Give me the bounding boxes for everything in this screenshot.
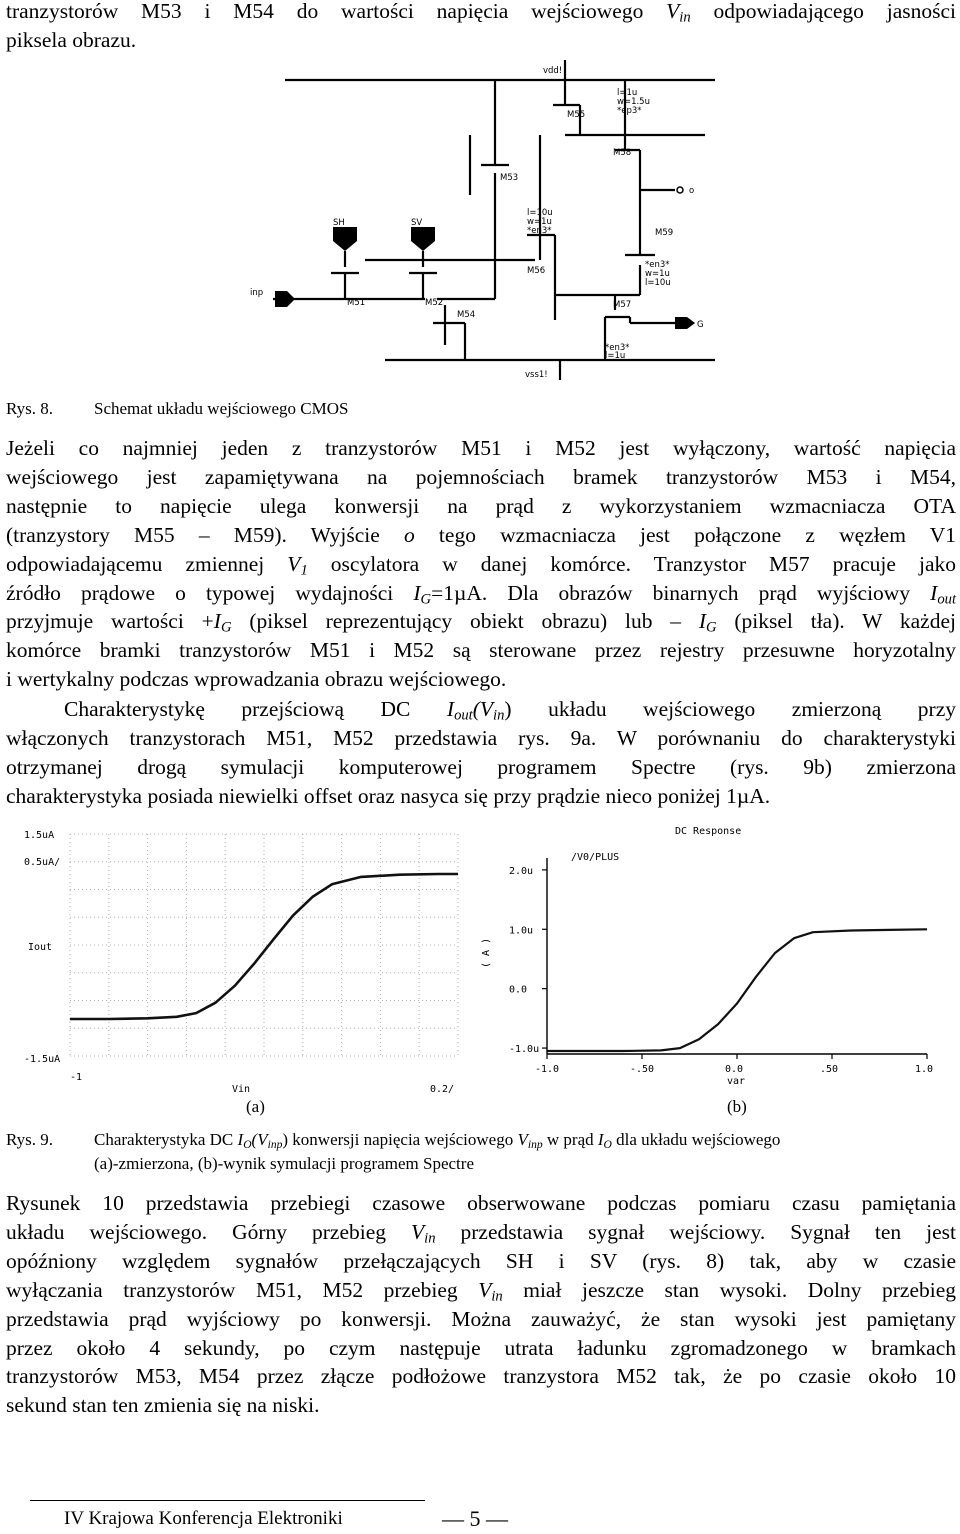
- svg-text:M57: M57: [613, 300, 632, 310]
- x-axis-label: var: [727, 1076, 746, 1087]
- y-axis-label: ( A ): [481, 937, 492, 968]
- svg-text:w=1.5u: w=1.5u: [617, 97, 650, 107]
- paragraph-2: Charakterystykę przejściową DC $I_{out}(V_{in})$ układu wejściowego zmierzoną przy włączonych tranzystorach M51, M52 przedstawia rys. 9a. W porównaniu do charakterystyki otrzymanej drogą symulacji komputerowej programem Spectre (rys. 9b) zmierzona charakterystyka posiada niewielki offset oraz nasyca się przy prądzie nieco poniżej 1µA.: [6, 697, 957, 808]
- g-label: G: [697, 320, 704, 330]
- svg-text:l=1u: l=1u: [617, 88, 638, 98]
- fig8-caption-number: Rys. 8.: [6, 399, 54, 418]
- legend-entry: /V0/PLUS: [571, 852, 620, 863]
- x-tick-label: .50: [820, 1064, 839, 1075]
- paragraph-3: Rysunek 10 przedstawia przebiegi czasowe obserwowane podczas pomiaru czasu pamiętania układu wejściowego. Górny przebieg $V_{in}$ przedstawia sygnał wejściowy. Sygnał ten jest opóźniony względem sygnałów przełączających SH i SV (rys. 8) tak, aby w czasie wyłączania tranzystorów M51, M52 przebieg $V_{in}$ miał jeszcze stan wysoki. Dolny przebieg przedstawia prąd wyjściowy po konwersji. Można zauważyć, że stan wysoki jest pamiętany przez około 4 sekundy, po czym następuje utrata ładunku zgromadzonego w bramkach tranzystorów M53, M54 przez złącze podłożowe tranzystora M52 tak, że po czasie około 10 sekund stan ten zmienia się na niski.: [6, 1191, 957, 1418]
- x-tick-label: 0.0: [725, 1064, 744, 1075]
- chart-a-measured: [18, 826, 468, 1096]
- subfigure-a-label: (a): [246, 1097, 265, 1116]
- y-tick-label: 0.0: [509, 984, 528, 996]
- sh-label: SH: [333, 218, 345, 228]
- o-label: o: [689, 186, 695, 196]
- svg-text:w=1u: w=1u: [645, 269, 670, 279]
- page-number: — 5 —: [442, 1506, 508, 1531]
- subfigure-b-label: (b): [727, 1097, 747, 1116]
- svg-text:l=10u: l=10u: [645, 278, 671, 288]
- paragraph-1: Jeżeli co najmniej jeden z tranzystorów M51 i M52 jest wyłączony, wartość napięcia wejściowego jest zapamiętywana na pojemnościach bramek tranzystorów M53 i M54, następnie to napięcie ulega konwersji na prąd z wykorzystaniem wzmacniacza OTA (tranzystory M55 – M59). Wyjście o tego wzmacniacza jest połączone z węzłem V1 odpowiadającemu zmiennej $V_1$ oscylatora w danej komórce. Tranzystor M57 pracuje jako źródło prądowe o typowej wydajności $I_G=1\mu A$. Dla obrazów binarnych prąd wyjściowy $I_{out}$ przyjmuje wartości $+I_G$ (piksel reprezentujący obiekt obrazu) lub – $I_G$ (piksel tła). W każdej komórce bramki tranzystorów M51 i M52 są sterowane przez rejestry przesuwne horyzotalny i wertykalny podczas wprowadzania obrazu wejściowego.: [6, 436, 957, 692]
- svg-text:l=10u: l=10u: [527, 208, 553, 218]
- y-tick-label: 1.5uA: [24, 830, 55, 841]
- fig9-caption-line2: (a)-zmierzona, (b)-wynik symulacji programem Spectre: [94, 1154, 474, 1173]
- y-tick-label: 1.0u: [509, 925, 534, 937]
- x-tick-label: 1.0: [915, 1064, 934, 1075]
- y-axis-label: Iout: [28, 942, 53, 953]
- x-axis-label: Vin: [232, 1084, 251, 1095]
- svg-text:M52: M52: [425, 298, 444, 308]
- x-tick-label: -1: [70, 1072, 83, 1083]
- svg-text:w=1u: w=1u: [527, 217, 552, 227]
- y-tick-label: -1.5uA: [24, 1054, 61, 1065]
- cmos-schematic-figure: [245, 55, 715, 385]
- y-tick-label: -1.0u: [509, 1044, 540, 1056]
- footer-rule: [30, 1500, 425, 1501]
- fig9-caption-line1: Charakterystyka DC $I_O(V_{inp})$ konwersji napięcia wejściowego $V_{inp}$ w prąd $I_O$ dla układu wejściowego: [94, 1130, 781, 1151]
- x-tick-label: -.50: [630, 1064, 655, 1075]
- fig8-caption-text: Schemat układu wejściowego CMOS: [94, 399, 349, 418]
- vdd-label: vdd!: [543, 66, 563, 76]
- sv-label: SV: [411, 218, 423, 228]
- chart-b-simulation: [475, 818, 955, 1088]
- y-tick-label: 0.5uA/: [24, 857, 61, 868]
- footer-conference: IV Krajowa Konferencja Elektroniki: [64, 1508, 343, 1529]
- svg-text:*en3*: *en3*: [605, 343, 630, 353]
- svg-text:M55: M55: [567, 110, 586, 120]
- svg-text:M54: M54: [457, 310, 476, 320]
- svg-text:*en3*: *en3*: [645, 260, 670, 270]
- series-line-v0-plus: [547, 929, 927, 1051]
- x-tick-label: 0.2/: [430, 1084, 455, 1095]
- x-tick-label: -1.0: [535, 1064, 560, 1075]
- y-tick-label: 2.0u: [509, 865, 534, 877]
- svg-text:*en3*: *en3*: [527, 226, 552, 236]
- fig9-caption-number: Rys. 9.: [6, 1130, 54, 1149]
- svg-text:l=1u: l=1u: [605, 351, 626, 361]
- svg-text:M58: M58: [613, 148, 632, 158]
- inp-label: inp: [250, 288, 264, 298]
- chart-title: DC Response: [675, 826, 742, 837]
- vss-label: vss1!: [525, 370, 548, 380]
- top-paragraph: tranzystorów M53 i M54 do wartości napięcia wejściowego $V_{in}$ odpowiadającego jasności piksela obrazu.: [6, 0, 956, 52]
- svg-text:*ep3*: *ep3*: [617, 106, 642, 116]
- svg-text:M53: M53: [500, 173, 519, 183]
- svg-text:M59: M59: [655, 228, 674, 238]
- svg-text:M56: M56: [527, 266, 546, 276]
- svg-text:M51: M51: [347, 298, 366, 308]
